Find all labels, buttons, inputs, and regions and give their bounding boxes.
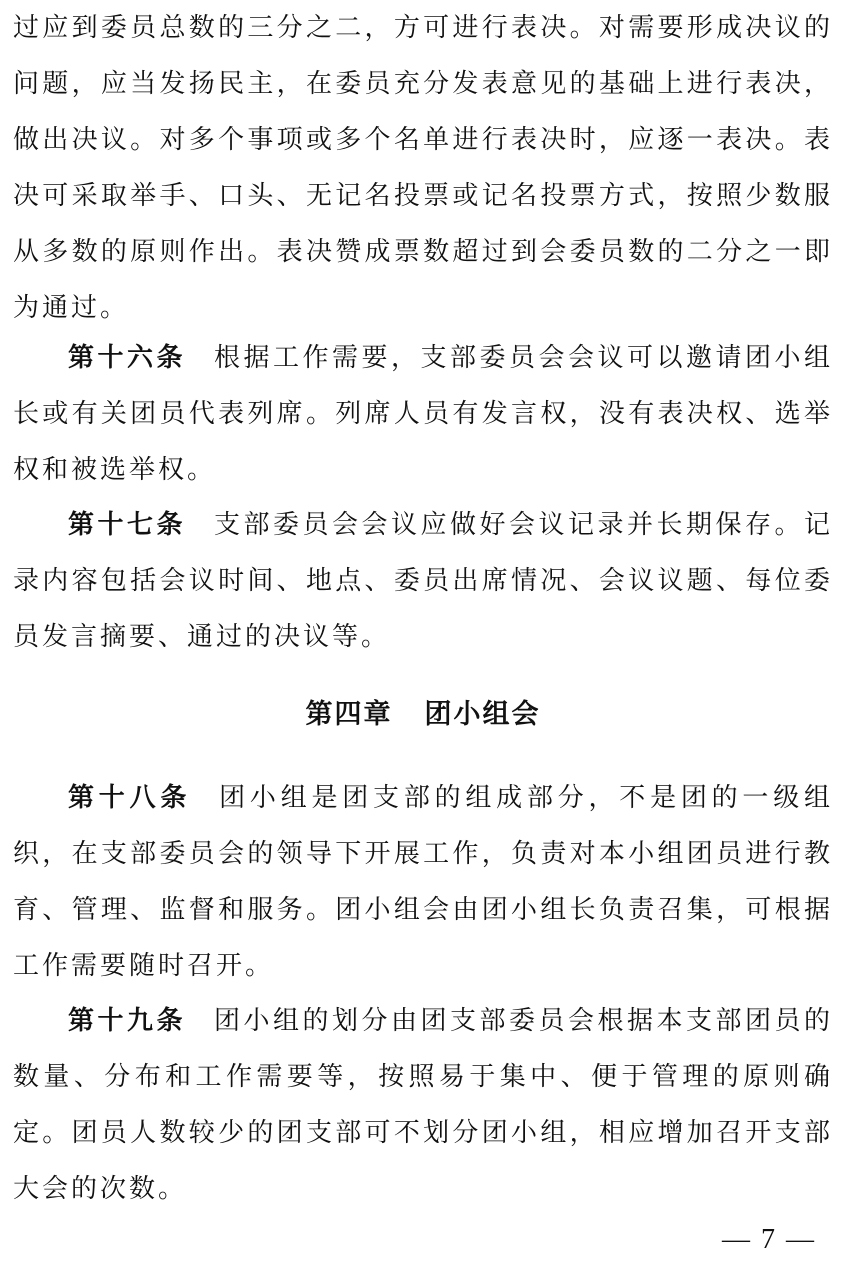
article-16-text: 根据工作需要，支部委员会会议可以邀请团小组长或有关团员代表列席。列席人员有发言权，没有表决权、选举权和被选举权。 [13,343,833,485]
article-19-text: 团小组的划分由团支部委员会根据本支部团员的数量、分布和工作需要等，按照易于集中、便于管理的原则确定。团员人数较少的团支部可不划分团小组，相应增加召开支部大会的次数。 [13,1006,833,1204]
article-16-number: 第十六条 [68,343,186,373]
chapter-title: 团小组会 [424,699,541,730]
paragraph-continued: 过应到委员总数的三分之二，方可进行表决。对需要形成决议的问题，应当发扬民主，在委员充分发表意见的基础上进行表决，做出决议。对多个事项或多个名单进行表决时，应逐一表决。表决可采取举手、口头、无记名投票或记名投票方式，按照少数服从多数的原则作出。表决赞成票数超过到会委员数的二分之一即为通过。 [13,13,833,323]
article-17-text: 支部委员会会议应做好会议记录并长期保存。记录内容包括会议时间、地点、委员出席情况、会议议题、每位委员发言摘要、通过的决议等。 [13,510,833,652]
article-17-number: 第十七条 [68,510,186,540]
article-19-number: 第十九条 [68,1006,186,1036]
page-number: — 7 — [722,1224,816,1255]
article-18-number: 第十八条 [68,783,192,813]
article-16 [13,330,833,498]
article-18-text: 团小组是团支部的组成部分，不是团的一级组织，在支部委员会的领导下开展工作，负责对本小组团员进行教育、管理、监督和服务。团小组会由团小组长负责召集，可根据工作需要随时召开。 [13,783,833,981]
chapter-number: 第四章 [305,699,393,730]
chapter-heading [13,692,833,731]
article-17 [13,497,833,665]
article-19 [13,993,833,1217]
article-18 [13,770,833,994]
